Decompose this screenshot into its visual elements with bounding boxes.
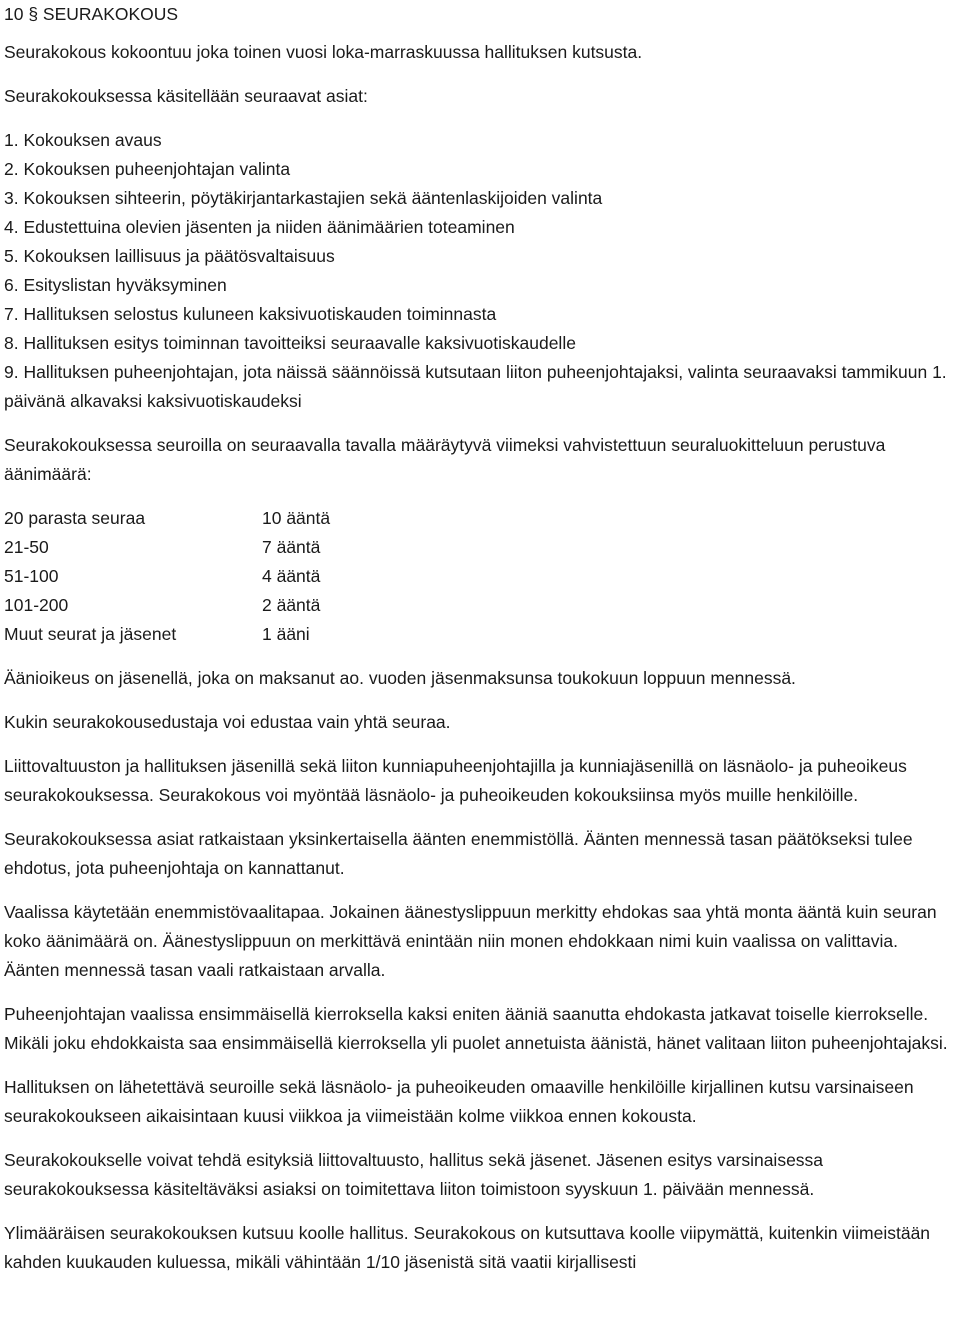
agenda-item: 6. Esityslistan hyväksyminen [4, 275, 227, 295]
vote-count: 7 ääntä [262, 537, 321, 557]
body-paragraph: Vaalissa käytetään enemmistövaalitapaa. Jokainen äänestyslippuun merkitty ehdokas saa yhtä monta ääntä kuin seuran koko äänimäärä on. Äänestyslippuun on merkittävä enintään niin monen ehdokkaan nimi kuin vaalissa on valittavia. Äänten mennessä tasan vaali ratkaistaan arvalla. [4, 902, 937, 980]
body-paragraph: Hallituksen on lähetettävä seuroille sekä läsnäolo- ja puheoikeuden omaaville henkilöille kirjallinen kutsu varsinaiseen seurakokoukseen aikaisintaan kuusi viikkoa ja viimeistään kolme viikkoa ennen kokousta. [4, 1077, 914, 1126]
body-paragraph: Kukin seurakokousedustaja voi edustaa vain yhtä seuraa. [4, 712, 451, 732]
section-heading: 10 § SEURAKOKOUS [4, 4, 179, 24]
body-paragraph: Liittovaltuuston ja hallituksen jäsenillä sekä liiton kunniapuheenjohtajilla ja kunniajäsenillä on läsnäolo- ja puheoikeus seurakokouksessa. Seurakokous voi myöntää läsnäolo- ja puheoikeuden kokouksiinsa myös muille henkilöille. [4, 756, 907, 805]
agenda-list [4, 126, 956, 416]
vote-count: 1 ääni [262, 624, 310, 644]
agenda-item: 9. Hallituksen puheenjohtajan, jota näissä säännöissä kutsutaan liiton puheenjohtajaksi, valinta seuraavaksi tammikuun 1. päivänä alkavaksi kaksivuotiskaudeksi [4, 362, 947, 411]
agenda-intro: Seurakokouksessa käsitellään seuraavat asiat: [4, 86, 368, 106]
table-row [4, 620, 330, 649]
intro-paragraph: Seurakokous kokoontuu joka toinen vuosi loka-marraskuussa hallituksen kutsusta. [4, 42, 643, 62]
body-paragraph: Ylimääräisen seurakokouksen kutsuu koolle hallitus. Seurakokous on kutsuttava koolle viipymättä, kuitenkin viimeistään kahden kuukauden kuluessa, mikäli vähintään 1/10 jäsenistä sitä vaatii kirjallisesti [4, 1223, 931, 1272]
vote-category: 21-50 [4, 537, 49, 557]
vote-category: Muut seurat ja jäsenet [4, 624, 177, 644]
table-row [4, 591, 330, 620]
agenda-item: 8. Hallituksen esitys toiminnan tavoitteiksi seuraavalle kaksivuotiskaudelle [4, 333, 576, 353]
vote-category: 51-100 [4, 566, 59, 586]
votes-intro-paragraph: Seurakokouksessa seuroilla on seuraavalla tavalla määräytyvä viimeksi vahvistettuun seuraluokitteluun perustuva äänimäärä: [4, 435, 886, 484]
vote-count: 4 ääntä [262, 566, 321, 586]
vote-category: 101-200 [4, 595, 69, 615]
vote-count: 10 ääntä [262, 508, 331, 528]
table-row [4, 533, 330, 562]
agenda-item: 3. Kokouksen sihteerin, pöytäkirjantarkastajien sekä ääntenlaskijoiden valinta [4, 188, 603, 208]
table-row [4, 504, 330, 533]
body-paragraph: Seurakokoukselle voivat tehdä esityksiä liittovaltuusto, hallitus sekä jäsenet. Jäsenen esitys varsinaisessa seurakokouksessa käsiteltäväksi asiaksi on toimitettava liiton toimistoon syyskuun 1. päivään mennessä. [4, 1150, 824, 1199]
agenda-item: 2. Kokouksen puheenjohtajan valinta [4, 159, 291, 179]
agenda-item: 1. Kokouksen avaus [4, 130, 162, 150]
vote-count: 2 ääntä [262, 595, 321, 615]
table-row [4, 562, 330, 591]
agenda-item: 4. Edustettuina olevien jäsenten ja niiden äänimäärien toteaminen [4, 217, 515, 237]
body-paragraph: Äänioikeus on jäsenellä, joka on maksanut ao. vuoden jäsenmaksunsa toukokuun loppuun mennessä. [4, 668, 796, 688]
vote-category: 20 parasta seuraa [4, 508, 146, 528]
vote-table [4, 504, 330, 649]
agenda-item: 5. Kokouksen laillisuus ja päätösvaltaisuus [4, 246, 335, 266]
agenda-item: 7. Hallituksen selostus kuluneen kaksivuotiskauden toiminnasta [4, 304, 497, 324]
body-paragraph: Seurakokouksessa asiat ratkaistaan yksinkertaisella äänten enemmistöllä. Äänten mennessä tasan päätökseksi tulee ehdotus, jota puheenjohtaja on kannattanut. [4, 829, 913, 878]
body-paragraph: Puheenjohtajan vaalissa ensimmäisellä kierroksella kaksi eniten ääniä saanutta ehdokasta jatkavat toiselle kierrokselle. Mikäli joku ehdokkaista saa ensimmäisellä kierroksella yli puolet annetuista äänistä, hänet valitaan liiton puheenjohtajaksi. [4, 1004, 948, 1053]
